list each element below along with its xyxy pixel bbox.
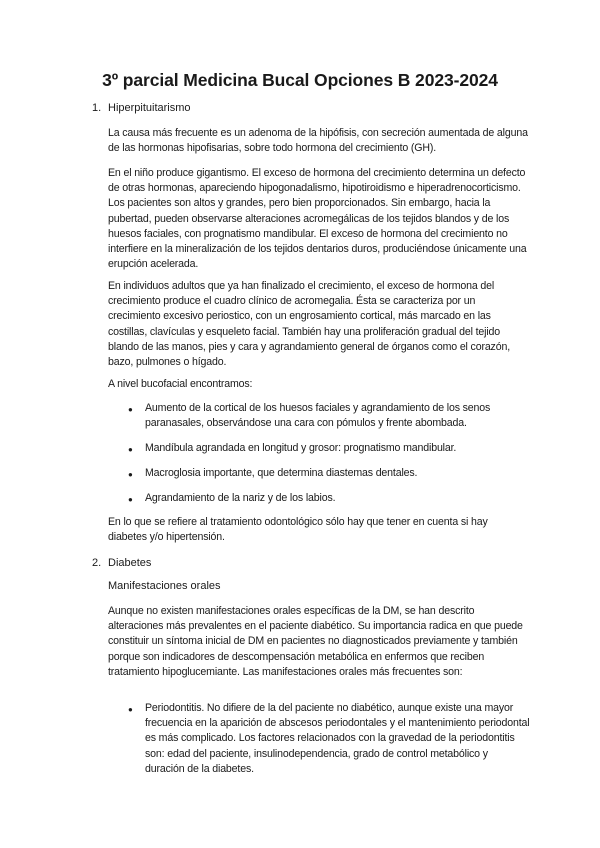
list-item: Aumento de la cortical de los huesos faciales y agrandamiento de los senos paranasales, observándose una cara con pómulos y frente abombada. [145, 402, 491, 430]
list-item: Periodontitis. No difiere de la del paciente no diabético, aunque existe una mayor frecuencia en la aparición de abscesos periodontales y el mantenimiento periodontal es más complicado. Los factores relacionados con la gravedad de la periodontitis son: edad del paciente, insulinodependencia, grado de control metabólico y duración de la diabetes. [145, 702, 530, 775]
paragraph: A nivel bucofacial encontramos: [108, 378, 253, 390]
paragraph: La causa más frecuente es un adenoma de la hipófisis, con secreción aumentada de alguna de las hormonas hipofisarias, sobre todo hormona del crecimiento (GH). [108, 127, 528, 155]
list-item: Agrandamiento de la nariz y de los labios. [145, 492, 336, 504]
paragraph: En lo que se refiere al tratamiento odontológico sólo hay que tener en cuenta si hay diabetes y/o hipertensión. [108, 516, 488, 544]
paragraph: En el niño produce gigantismo. El exceso de hormona del crecimiento determina un defecto de otras hormonas, apareciendo hipogonadalismo, hipotiroidismo e hiperadrenocorticismo. Los pacientes son altos y grandes, pero bien proporcionados. Sin embargo, hacia la pubertad, pueden observarse alteraciones acromegálicas de los tejidos blandos y de los huesos faciales, con prognatismo mandibular. El exceso de hormona del crecimiento no interfiere en la mineralización de los tejidos dentarios duros, produciéndose únicamente una erupción acelerada. [108, 167, 527, 271]
paragraph: En individuos adultos que ya han finalizado el crecimiento, el exceso de hormona del crecimiento produce el cuadro clínico de acromegalia. Ésta se caracteriza por un crecimiento excesivo periostico, con un engrosamiento cortical, más marcado en las costillas, clavículas y esqueleto facial. También hay una proliferación gradual del tejido blando de las manos, pies y cara y agrandamiento general de órganos como el corazón, bazo, pulmones o hígado. [108, 280, 510, 369]
bullet-icon: ● [128, 470, 133, 479]
section-heading-diabetes: Diabetes [108, 557, 152, 569]
section-number: 1. [92, 102, 102, 114]
list-item: Mandíbula agrandada en longitud y grosor: prognatismo mandibular. [145, 442, 457, 454]
bullet-icon: ● [128, 495, 133, 504]
bullet-icon: ● [128, 445, 133, 454]
section-number: 2. [92, 557, 102, 569]
document-title: 3º parcial Medicina Bucal Opciones B 2023-2024 [102, 70, 498, 90]
section-heading-hiperpituitarismo: Hiperpituitarismo [108, 102, 191, 114]
list-item: Macroglosia importante, que determina diastemas dentales. [145, 467, 418, 479]
bullet-icon: ● [128, 705, 133, 714]
paragraph: Aunque no existen manifestaciones orales específicas de la DM, se han descrito alteraciones más prevalentes en el paciente diabético. Su importancia radica en que puede constituir un síntoma inicial de DM en pacientes no diagnosticados previamente y también porque son indicadores de descompensación metabólica en enfermos que reciben tratamiento hipoglucemiante. Las manifestaciones orales más frecuentes son: [108, 605, 523, 678]
subheading: Manifestaciones orales [108, 580, 221, 592]
bullet-icon: ● [128, 405, 133, 414]
